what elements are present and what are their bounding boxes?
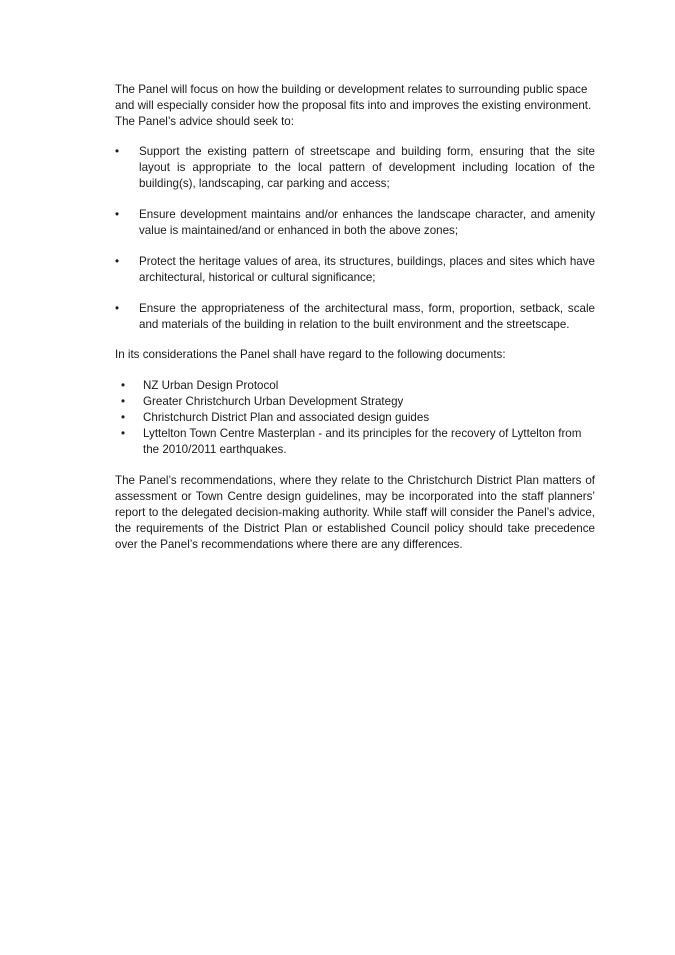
document-item	[115, 378, 595, 394]
bullet-icon: •	[115, 145, 120, 158]
objective-item	[115, 144, 595, 192]
objective-text: Ensure the appropriateness of the architectural mass, form, proportion, setback, scale and materials of the building in relation to the built environment and the streetscape.	[139, 302, 595, 331]
bullet-icon: •	[115, 302, 120, 315]
intro-paragraph: The Panel will focus on how the building or development relates to surrounding public space and will especially consider how the proposal fits into and improves the existing environment. The Panel’s advice should seek to:	[115, 83, 592, 128]
document-item	[115, 394, 595, 410]
document-page	[115, 82, 595, 553]
document-text: Lyttelton Town Centre Masterplan - and its principles for the recovery of Lyttelton from the 2010/2011 earthquakes.	[143, 427, 582, 456]
bullet-icon: •	[121, 427, 126, 440]
objective-item	[115, 254, 595, 286]
objectives-list	[115, 144, 595, 333]
document-text: Christchurch District Plan and associated design guides	[143, 411, 430, 424]
documents-list	[115, 378, 595, 458]
bullet-icon: •	[121, 411, 126, 424]
bullet-icon: •	[115, 208, 120, 221]
objective-text: Support the existing pattern of streetscape and building form, ensuring that the site layout is appropriate to the local pattern of development including location of the building(s), landscaping, car parking and access;	[139, 145, 595, 190]
objective-text: Protect the heritage values of area, its structures, buildings, places and sites which have architectural, historical or cultural significance;	[139, 255, 595, 284]
bullet-icon: •	[121, 395, 126, 408]
documents-lead: In its considerations the Panel shall have regard to the following documents:	[115, 348, 506, 361]
document-text: Greater Christchurch Urban Development Strategy	[143, 395, 404, 408]
document-item	[115, 426, 595, 458]
objective-item	[115, 301, 595, 333]
objective-text: Ensure development maintains and/or enhances the landscape character, and amenity value is maintained/and or enhanced in both the above zones;	[139, 208, 595, 237]
document-item	[115, 410, 595, 426]
bullet-icon: •	[121, 379, 126, 392]
document-text: NZ Urban Design Protocol	[143, 379, 279, 392]
closing-paragraph: The Panel’s recommendations, where they relate to the Christchurch District Plan matters of assessment or Town Centre design guidelines, may be incorporated into the staff planners’ report to the delegated decision-making authority. While staff will consider the Panel’s advice, the requirements of the District Plan or established Council policy should take precedence over the Panel’s recommendations where there are any differences.	[115, 474, 595, 551]
objective-item	[115, 207, 595, 239]
bullet-icon: •	[115, 255, 120, 268]
